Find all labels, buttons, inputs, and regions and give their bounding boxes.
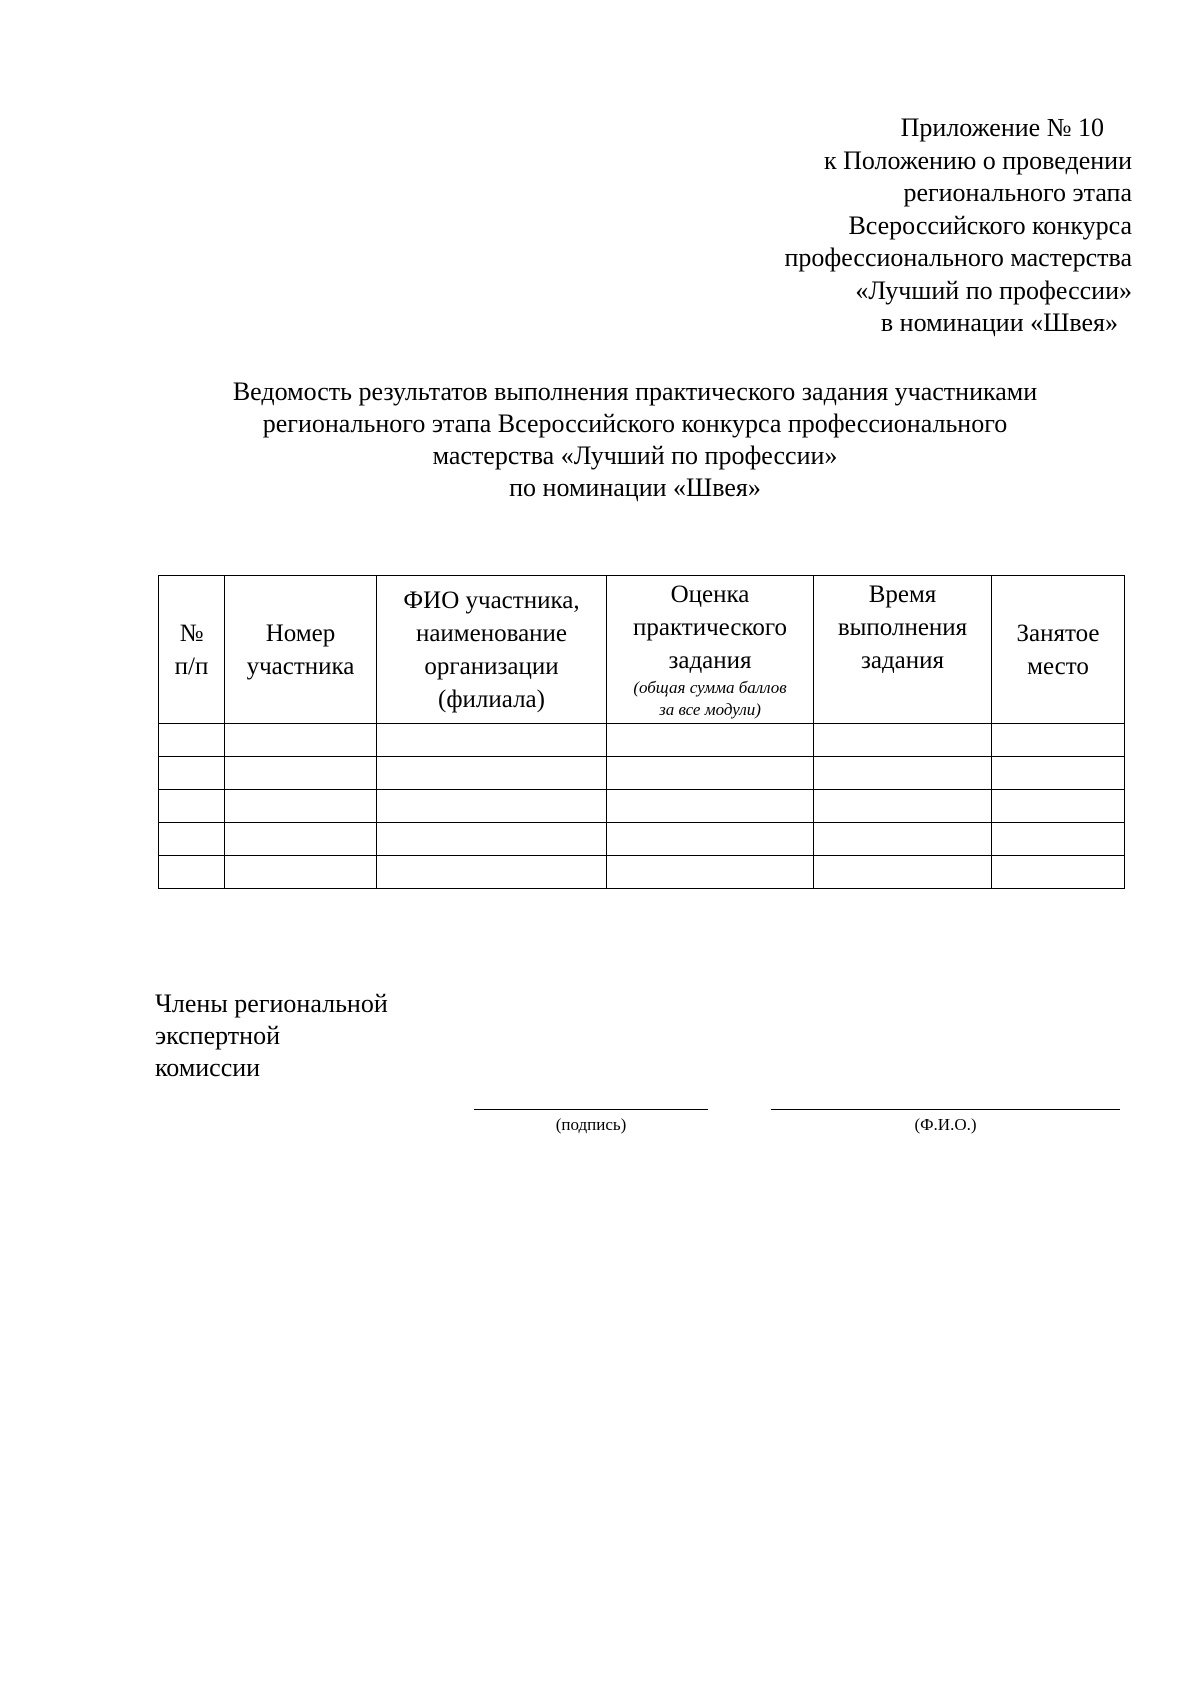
table-cell xyxy=(159,724,225,757)
members-line: экспертной xyxy=(155,1021,280,1050)
table-cell xyxy=(992,823,1125,856)
document-title xyxy=(140,376,1130,504)
table-cell xyxy=(814,757,992,790)
header-line: задания xyxy=(860,647,945,674)
header-place xyxy=(992,576,1125,724)
table-cell xyxy=(159,823,225,856)
appendix-line: к Положению о проведении xyxy=(823,145,1132,175)
table-row xyxy=(159,856,1125,889)
table-cell xyxy=(377,856,607,889)
header-line: п/п xyxy=(174,652,209,680)
header-line: (филиала) xyxy=(438,685,545,713)
header-line: выполнения xyxy=(837,614,968,641)
table-cell xyxy=(607,856,814,889)
name-caption: (Ф.И.О.) xyxy=(914,1115,977,1134)
table-cell xyxy=(225,724,377,757)
header-line: наименование xyxy=(415,619,568,647)
table-cell xyxy=(225,823,377,856)
header-line: задания xyxy=(668,647,752,674)
table-cell xyxy=(992,856,1125,889)
header-line: практического xyxy=(633,614,787,641)
appendix-line: профессионального мастерства xyxy=(784,243,1132,272)
table-cell xyxy=(377,724,607,757)
appendix-line: регионального этапа xyxy=(903,178,1132,207)
signature-line xyxy=(474,1109,708,1110)
header-line: место xyxy=(1027,652,1089,680)
header-line: Время xyxy=(868,581,937,608)
appendix-line: «Лучший по профессии» xyxy=(855,275,1132,305)
table-cell xyxy=(377,790,607,823)
header-line: участника xyxy=(246,652,355,680)
table-cell xyxy=(377,823,607,856)
header-line: Занятое xyxy=(1016,619,1100,647)
table-row xyxy=(159,823,1125,856)
commission-members-label xyxy=(155,988,388,1084)
table-cell xyxy=(814,856,992,889)
table-cell xyxy=(992,724,1125,757)
table-cell xyxy=(814,823,992,856)
table-cell xyxy=(607,724,814,757)
table-cell xyxy=(159,757,225,790)
results-table xyxy=(158,575,1125,889)
appendix-header xyxy=(700,112,1132,340)
table-cell xyxy=(607,757,814,790)
table-cell xyxy=(225,790,377,823)
header-score-note: (общая сумма баллов xyxy=(633,678,787,697)
table-cell xyxy=(225,757,377,790)
table-row xyxy=(159,757,1125,790)
table-cell xyxy=(814,790,992,823)
table-cell xyxy=(992,757,1125,790)
appendix-line: Всероссийского конкурса xyxy=(848,210,1132,240)
members-line: Члены региональной xyxy=(155,989,388,1018)
header-line: ФИО участника, xyxy=(403,586,580,614)
table-cell xyxy=(159,856,225,889)
table-cell xyxy=(992,790,1125,823)
table-header-row xyxy=(159,576,1125,724)
table-cell xyxy=(377,757,607,790)
title-line: мастерства «Лучший по профессии» xyxy=(432,441,838,470)
header-line: организации xyxy=(424,652,559,680)
table-cell xyxy=(607,790,814,823)
table-cell xyxy=(225,856,377,889)
table-row xyxy=(159,790,1125,823)
header-line: Номер xyxy=(265,619,336,647)
header-participant-name xyxy=(377,576,607,724)
appendix-line: в номинации «Швея» xyxy=(880,308,1118,337)
table-cell xyxy=(607,823,814,856)
header-time xyxy=(814,576,992,724)
header-score-note: за все модули) xyxy=(659,700,761,719)
header-score xyxy=(607,576,814,724)
table-cell xyxy=(159,790,225,823)
title-line: Ведомость результатов выполнения практического задания участниками xyxy=(232,377,1038,406)
signature-caption: (подпись) xyxy=(555,1115,627,1134)
header-line: Оценка xyxy=(670,581,750,608)
title-line: регионального этапа Всероссийского конкурса профессионального xyxy=(262,409,1008,438)
appendix-line: Приложение № 10 xyxy=(900,113,1104,142)
header-number xyxy=(159,576,225,724)
table-cell xyxy=(814,724,992,757)
header-line: № xyxy=(179,619,204,647)
members-line: комиссии xyxy=(155,1053,261,1082)
table-row xyxy=(159,724,1125,757)
title-line: по номинации «Швея» xyxy=(509,473,761,502)
header-participant-number xyxy=(225,576,377,724)
name-line xyxy=(771,1109,1120,1110)
